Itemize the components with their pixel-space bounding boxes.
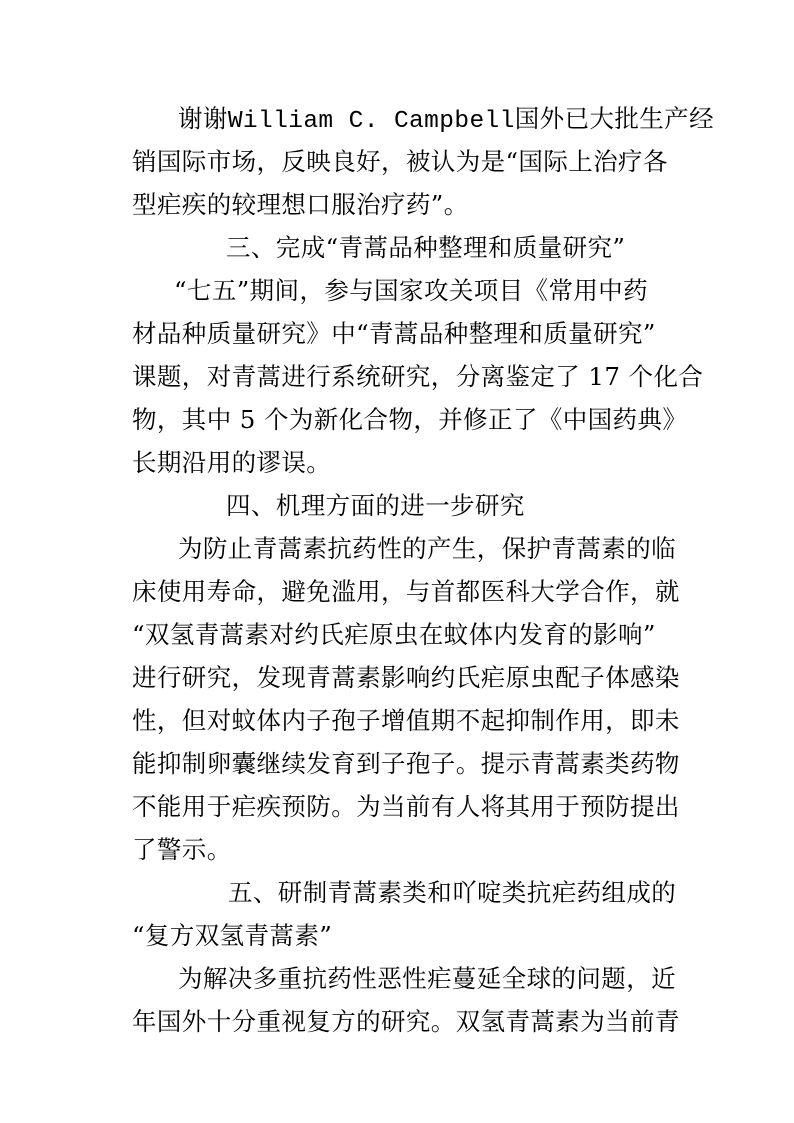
paragraph-3-line-7: 不能用于疟疾预防。为当前有人将其用于预防提出 [132, 792, 680, 821]
paragraph-3-line-6: 能抑制卵囊继续发育到子孢子。提示青蒿素类药物 [132, 749, 680, 778]
person-name: William C. Campbell [227, 108, 515, 135]
paragraph-1-line-3: 型疟疾的较理想口服治疗药”。 [132, 190, 469, 219]
paragraph-4-line-1: 为解决多重抗药性恶性疟蔓延全球的问题，近 [178, 964, 676, 993]
paragraph-3-line-4: 进行研究，发现青蒿素影响约氏疟原虫配子体感染 [132, 663, 680, 692]
paragraph-2-line-2: 材品种质量研究》中“青蒿品种整理和质量研究” [132, 319, 656, 348]
paragraph-2-line-5: 长期沿用的谬误。 [132, 448, 332, 477]
section-heading-5-line-2: “复方双氢青蒿素” [132, 921, 333, 950]
paragraph-3-line-3: “双氢青蒿素对约氏疟原虫在蚊体内发育的影响” [132, 620, 656, 649]
paragraph-3-line-1: 为防止青蒿素抗药性的产生，保护青蒿素的临 [178, 534, 676, 563]
paragraph-1-line-1 [178, 99, 714, 139]
section-heading-5-line-1: 五、研制青蒿素类和吖啶类抗疟药组成的 [228, 878, 677, 907]
paragraph-3-line-8: 了警示。 [132, 835, 232, 864]
paragraph-2-line-1: “七五”期间，参与国家攻关项目《常用中药 [174, 276, 649, 305]
paragraph-3-line-2: 床使用寿命，避免滥用，与首都医科大学合作，就 [132, 577, 680, 606]
text-segment: 国外已大批生产经 [514, 104, 714, 133]
section-heading-4: 四、机理方面的进一步研究 [226, 491, 525, 520]
paragraph-4-line-2: 年国外十分重视复方的研究。双氢青蒿素为当前青 [132, 1007, 680, 1036]
text-segment: 谢谢 [178, 104, 228, 133]
paragraph-3-line-5: 性，但对蚊体内子孢子增值期不起抑制作用，即未 [132, 706, 680, 735]
paragraph-1-line-2: 销国际市场，反映良好，被认为是“国际上治疗各 [132, 147, 668, 176]
paragraph-2-line-4: 物，其中 5 个为新化合物，并修正了《中国药典》 [132, 405, 688, 434]
section-heading-3: 三、完成“青蒿品种整理和质量研究” [226, 233, 626, 262]
paragraph-2-line-3: 课题，对青蒿进行系统研究，分离鉴定了 17 个化合 [132, 362, 704, 391]
